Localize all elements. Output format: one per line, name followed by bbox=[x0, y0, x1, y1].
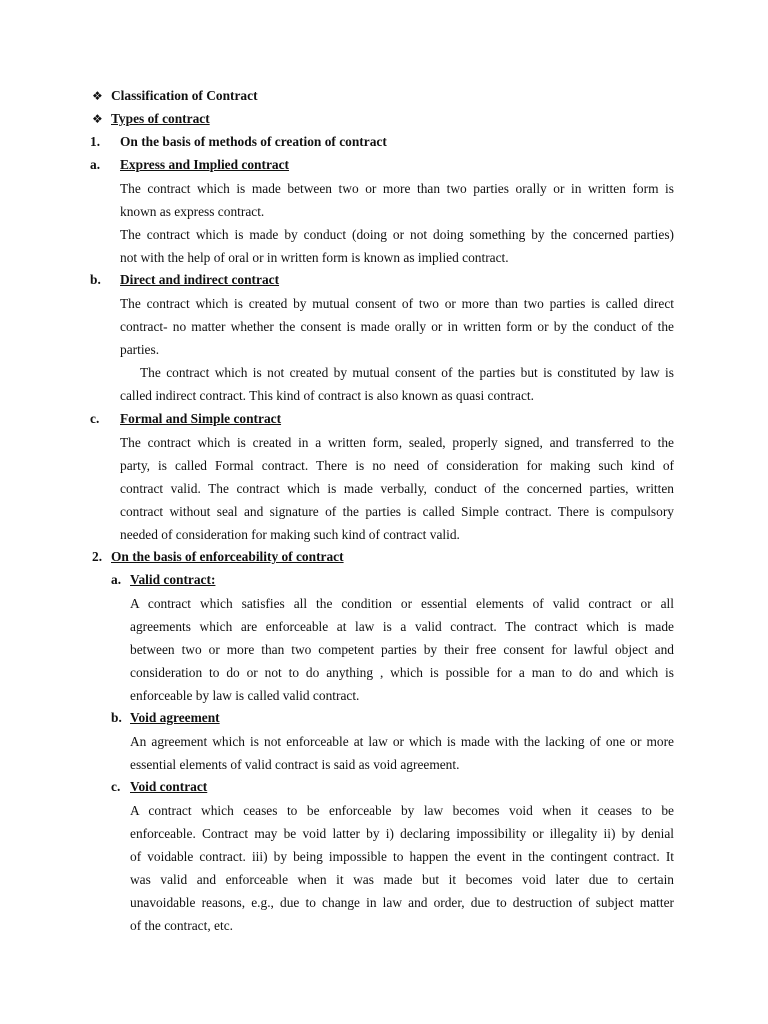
paragraph-line: parties. bbox=[120, 342, 160, 357]
paragraph-line: between two or more than two competent parties by their free consent for lawful object and bbox=[130, 642, 674, 657]
paragraph-line: was valid and enforceable when it was made but it becomes void later due to certain bbox=[130, 872, 674, 887]
paragraph-line: The contract which is made by conduct (doing or not doing something by the concerned parties) bbox=[120, 227, 674, 242]
paragraph-line: of voidable contract. iii) by being impossible to happen the event in the contingent contract. It bbox=[130, 849, 674, 864]
diamond-bullet-icon: ❖ bbox=[92, 112, 103, 126]
item-2b-letter: b. bbox=[111, 710, 122, 725]
item-1a-body bbox=[120, 177, 674, 269]
paragraph-line: A contract which ceases to be enforceable by law becomes void when it ceases to be bbox=[130, 803, 674, 818]
item-1b-body bbox=[120, 292, 674, 407]
paragraph-line: of the contract, etc. bbox=[130, 918, 233, 933]
item-2c-title: Void contract bbox=[130, 779, 208, 794]
item-1c-title: Formal and Simple contract bbox=[120, 411, 282, 426]
paragraph-line: An agreement which is not enforceable at law or which is made with the lacking of one or more bbox=[130, 734, 674, 749]
item-2a-letter: a. bbox=[111, 572, 122, 587]
paragraph-line: not with the help of oral or in written form is known as implied contract. bbox=[120, 250, 509, 265]
paragraph-line: The contract which is not created by mutual consent of the parties but is constituted by law is bbox=[140, 365, 674, 380]
paragraph-line: The contract which is created by mutual consent of two or more than two parties is called direct bbox=[120, 296, 674, 311]
paragraph-line: The contract which is created in a written form, sealed, properly signed, and transferred to the bbox=[120, 435, 674, 450]
paragraph-line: A contract which satisfies all the condition or essential elements of valid contract or all bbox=[130, 596, 674, 611]
item-1a-title: Express and Implied contract bbox=[120, 157, 290, 172]
paragraph-line: contract- no matter whether the consent is made orally or in written form or by the conduct of the bbox=[120, 319, 674, 334]
heading-types-of-contract: Types of contract bbox=[111, 111, 210, 126]
paragraph-line: party, is called Formal contract. There is no need of consideration for making such kind of bbox=[120, 458, 674, 473]
paragraph-line: unavoidable reasons, e.g., due to change in law and order, due to destruction of subject matter bbox=[130, 895, 674, 910]
heading-classification: Classification of Contract bbox=[111, 88, 258, 103]
paragraph-line: contract valid. The contract which is made verbally, conduct of the concerned parties, written bbox=[120, 481, 674, 496]
paragraph-line: consideration to do or not to do anything , which is possible for a man to do and which is bbox=[130, 665, 674, 680]
paragraph-line: known as express contract. bbox=[120, 204, 265, 219]
item-1c-body bbox=[120, 431, 674, 546]
diamond-bullet-icon: ❖ bbox=[92, 89, 103, 103]
paragraph-line: contract without seal and signature of the parties is called Simple contract. There is compulsory bbox=[120, 504, 674, 519]
paragraph-line: called indirect contract. This kind of contract is also known as quasi contract. bbox=[120, 388, 534, 403]
section-2-number: 2. bbox=[92, 549, 103, 564]
item-1a-letter: a. bbox=[90, 157, 101, 172]
item-2b-title: Void agreement bbox=[130, 710, 220, 725]
item-2a-title: Valid contract: bbox=[130, 572, 216, 587]
paragraph-line: agreements which are enforceable at law is a valid contract. The contract which is made bbox=[130, 619, 674, 634]
section-1-number: 1. bbox=[90, 134, 101, 149]
item-2c-body bbox=[130, 799, 674, 937]
paragraph-line: needed of consideration for making such kind of contract valid. bbox=[120, 527, 460, 542]
item-2a-body bbox=[130, 592, 674, 707]
section-2-title: On the basis of enforceability of contract bbox=[111, 549, 344, 564]
paragraph-line: enforceable. Contract may be void latter by i) declaring impossibility or illegality ii) by denial bbox=[130, 826, 674, 841]
paragraph-line: essential elements of valid contract is said as void agreement. bbox=[130, 757, 460, 772]
section-1-title: On the basis of methods of creation of contract bbox=[120, 134, 387, 149]
item-1b-letter: b. bbox=[90, 272, 101, 287]
item-1b-title: Direct and indirect contract bbox=[120, 272, 280, 287]
paragraph-line: enforceable by law is called valid contract. bbox=[130, 688, 360, 703]
item-2b-body bbox=[130, 730, 674, 776]
paragraph-line: The contract which is made between two or more than two parties orally or in written form is bbox=[120, 181, 674, 196]
item-2c-letter: c. bbox=[111, 779, 121, 794]
item-1c-letter: c. bbox=[90, 411, 100, 426]
